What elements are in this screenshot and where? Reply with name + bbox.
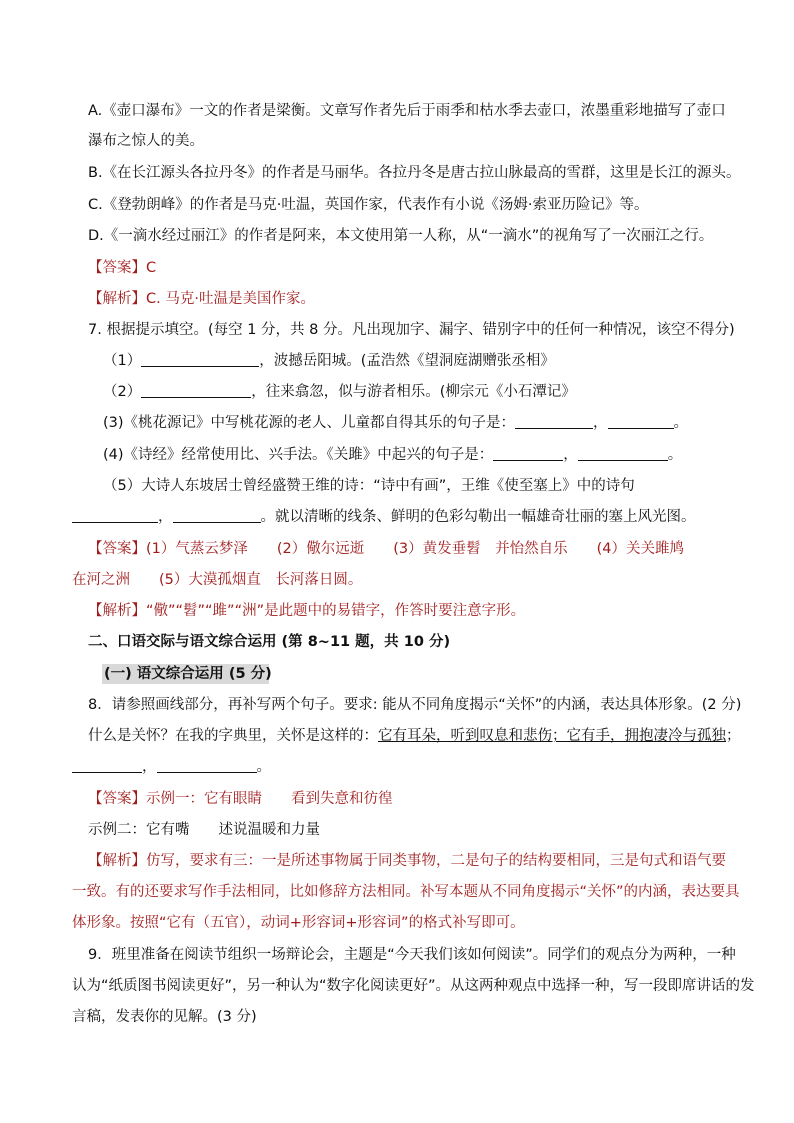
answer-blank[interactable] — [493, 446, 563, 461]
q9-line2: 认为“纸质图书阅读更好”，另一种认为“数字化阅读更好”。从这两种观点中选择一种，写一段即席讲话的发 — [72, 978, 755, 994]
q7-sub1-number: （1） — [103, 353, 142, 369]
period: 。 — [667, 447, 683, 463]
q7-answer-line1: 【答案】(1）气蒸云梦泽 (2）儆尔远逝 (3）黄发垂髫 并怡然自乐 (4）关关雎鸠 — [88, 541, 685, 557]
q8-answer: 【答案】示例一：它有眼睛 看到失意和彷徨 — [88, 791, 393, 807]
q8-body-plain: 什么是关怀？在我的字典里，关怀是这样的： — [88, 728, 378, 744]
q7-sub5-line2 — [72, 507, 696, 527]
q8-analysis-line3: 体形象。按照“它有（五官），动词+形容词+形容词”的格式补写即可。 — [72, 915, 525, 931]
q8-example2: 示例二：它有嘴 述说温暖和力量 — [88, 822, 320, 838]
q7-sub5-tail: 。就以清晰的线条、鲜明的色彩勾勒出一幅雄奇壮丽的塞上风光图。 — [260, 509, 696, 525]
comma: ， — [563, 447, 578, 463]
answer-blank[interactable] — [141, 352, 259, 367]
q7-sub1 — [103, 351, 555, 371]
q7-sub4 — [103, 445, 682, 465]
q7-sub2 — [103, 382, 576, 402]
q8-analysis-line2: 一致。有的还要求写作手法相同，比如修辞方法相同。补写本题从不同角度揭示“关怀”的内涵，表达要具 — [72, 884, 740, 900]
q6-analysis: 【解析】C. 马克·吐温是美国作家。 — [88, 291, 315, 307]
q7-sub3 — [103, 413, 688, 433]
answer-blank[interactable] — [173, 508, 261, 523]
q9-line3: 言稿，发表你的见解。(3 分) — [72, 1009, 257, 1025]
period: 。 — [673, 415, 689, 431]
answer-blank[interactable] — [608, 414, 674, 429]
comma: ， — [593, 415, 608, 431]
answer-blank[interactable] — [141, 383, 251, 398]
q7-answer-line2: 在河之洲 (5）大漠孤烟直 长河落日圆。 — [72, 572, 363, 588]
q6-option-d: D.《一滴水经过丽江》的作者是阿来，本文使用第一人称，从“一滴水”的视角写了一次丽江之行。 — [88, 228, 714, 244]
q8-underlined-example: 它有耳朵，听到叹息和悲伤；它有手，拥抱凄冷与孤独 — [378, 728, 726, 744]
q8-stem: 8．请参照画线部分，再补写两个句子。要求: 能从不同角度揭示“关怀”的内涵，表达具体形象。(2 分) — [88, 697, 742, 713]
q6-option-c: C.《登勃朗峰》的作者是马克·吐温，英国作家，代表作有小说《汤姆·索亚历险记》等。 — [88, 197, 649, 213]
period: 。 — [256, 759, 271, 775]
q7-sub4-text: (4)《诗经》经常使用比、兴手法。《关雎》中起兴的句子是： — [103, 447, 494, 463]
q7-sub2-text: ，往来翕忽，似与游者相乐。(柳宗元《小石潭记》 — [251, 384, 576, 400]
section-title: 二、口语交际与语文综合运用 (第 8~11 题，共 10 分) — [88, 634, 451, 650]
answer-blank[interactable] — [72, 508, 158, 523]
q6-answer: 【答案】C — [88, 260, 157, 276]
q7-stem: 7. 根据提示填空。(每空 1 分，共 8 分。凡出现加字、漏字、错别字中的任何一种情况，该空不得分) — [88, 322, 735, 338]
q8-blanks — [72, 757, 271, 777]
q8-analysis-line1: 【解析】仿写，要求有三：一是所述事物属于同类事物，二是句子的结构要相同，三是句式和语气要 — [88, 853, 726, 869]
q6-option-b: B.《在长江源头各拉丹冬》的作者是马丽华。各拉丹冬是唐古拉山脉最高的雪群，这里是长江的源头。 — [88, 165, 741, 181]
q8-body — [88, 726, 741, 746]
q6-option-a-line2: 瀑布之惊人的美。 — [88, 133, 204, 149]
q7-analysis: 【解析】“儆”“髫”“雎”“洲”是此题中的易错字，作答时要注意字形。 — [88, 603, 526, 619]
answer-blank[interactable] — [515, 414, 593, 429]
q7-sub1-text: ，波撼岳阳城。(孟浩然《望洞庭湖赠张丞相》 — [259, 353, 555, 369]
comma: ， — [142, 759, 157, 775]
comma: ， — [158, 509, 173, 525]
answer-blank[interactable] — [157, 758, 257, 773]
q9-line1: 9．班里准备在阅读节组织一场辩论会，主题是“今天我们该如何阅读”。同学们的观点分为两种，一种 — [88, 947, 736, 963]
subsection-title: (一) 语文综合运用 (5 分) — [104, 666, 272, 682]
q7-sub3-text: (3)《桃花源记》中写桃花源的老人、儿童都自得其乐的句子是： — [103, 415, 516, 431]
q7-sub5-line1: （5）大诗人东坡居士曾经盛赞王维的诗：“诗中有画”，王维《使至塞上》中的诗句 — [103, 478, 635, 494]
answer-blank[interactable] — [578, 446, 668, 461]
q6-option-a-line1: A.《壶口瀑布》一文的作者是梁衡。文章写作者先后于雨季和枯水季去壶口，浓墨重彩地描写了壶口 — [88, 103, 726, 119]
answer-blank[interactable] — [72, 758, 142, 773]
q7-sub2-number: （2） — [103, 384, 142, 400]
semicolon: ； — [726, 728, 741, 744]
